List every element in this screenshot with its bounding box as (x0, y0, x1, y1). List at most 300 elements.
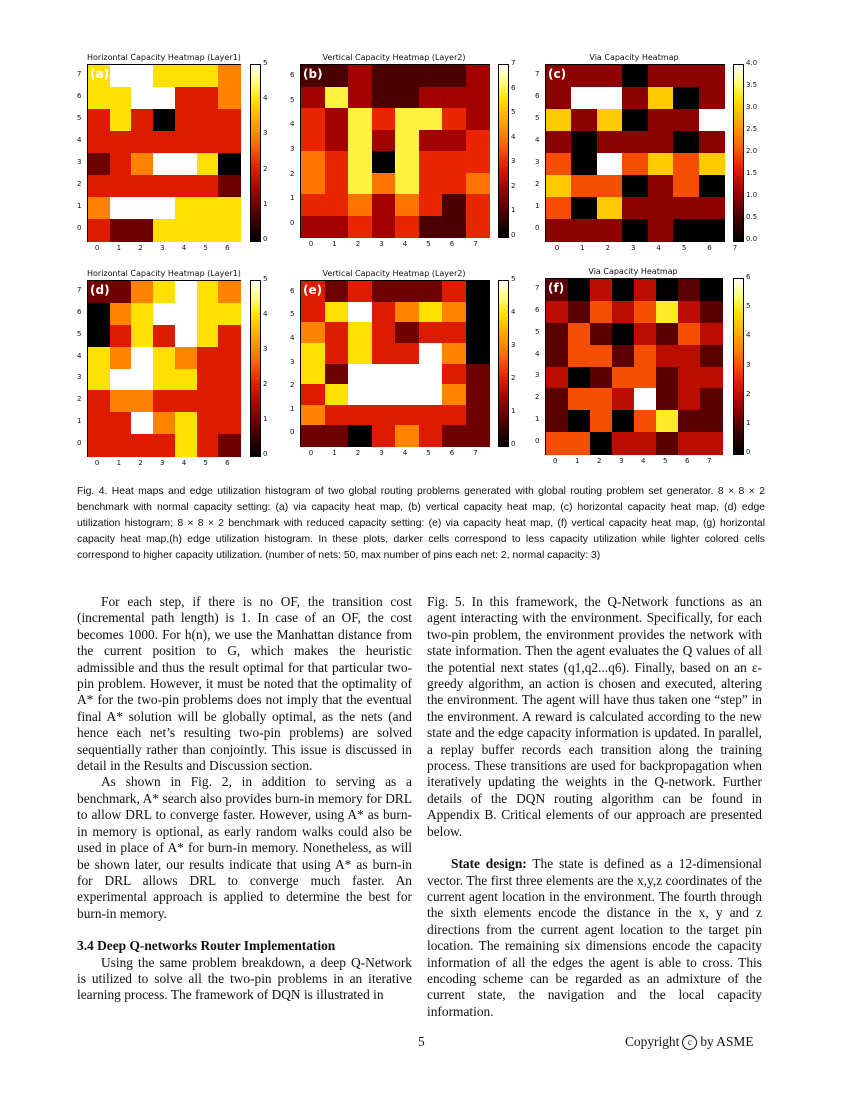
heatmap-cell (395, 364, 419, 385)
heatmap-cell (372, 87, 396, 109)
x-tick-label: 1 (116, 244, 122, 252)
heatmap-cell (88, 197, 110, 220)
heatmap-cell (218, 109, 240, 132)
panel-label: (a) (90, 67, 110, 81)
heatmap-cell (656, 279, 679, 301)
y-tick-label: 1 (290, 194, 295, 203)
heatmap-cell (466, 384, 490, 405)
colorbar-tick-label: 0.0 (746, 235, 758, 243)
y-tick-label: 5 (535, 114, 540, 122)
heatmap-cell (372, 173, 396, 195)
heatmap-cell (110, 369, 132, 391)
heatmap-cell (678, 410, 701, 432)
heatmap-cell (175, 281, 197, 303)
heatmap-cell (153, 219, 175, 242)
y-tick-label: 0 (535, 224, 540, 232)
heatmap-cell (622, 131, 648, 154)
heatmap-cell (612, 345, 635, 367)
heatmap-cell (442, 194, 466, 216)
heatmap-cell (546, 301, 569, 323)
heatmap-cell (131, 219, 153, 242)
heatmap-cell (568, 388, 591, 410)
heatmap-cell (218, 175, 240, 198)
heatmap-cell (218, 131, 240, 154)
colorbar-tick-label: 4 (746, 331, 751, 340)
x-tick-label: 4 (402, 449, 408, 457)
heatmap-cell (88, 87, 110, 110)
heatmap-cell (656, 345, 679, 367)
heatmap-cell (442, 364, 466, 385)
heatmap-cell (110, 281, 132, 303)
chart-title: Vertical Capacity Heatmap (Layer2) (322, 269, 466, 278)
colorbar-tick-label: 2 (511, 181, 516, 190)
colorbar-tick-label: 3 (511, 157, 516, 166)
y-tick-label: 2 (290, 381, 295, 390)
heatmap-cell (325, 130, 349, 152)
heatmap-plot (545, 64, 725, 242)
heatmap-cell (110, 197, 132, 220)
heatmap-cell (442, 216, 466, 238)
heatmap-cell (348, 108, 372, 130)
heatmap-cell (590, 388, 613, 410)
heatmap-cell (571, 219, 597, 242)
state-design-lead: State design: (451, 856, 527, 872)
heatmap-cell (131, 412, 153, 434)
heatmap-cell (348, 194, 372, 216)
heatmap-cell (218, 153, 240, 176)
y-tick-label: 2 (290, 169, 295, 178)
heatmap-plot (87, 64, 241, 242)
y-tick-label: 5 (535, 327, 540, 336)
heatmap-cell (419, 322, 443, 343)
copyright-text: Copyright (625, 1034, 680, 1049)
heatmap-cell (153, 303, 175, 325)
x-tick-label: 2 (597, 457, 602, 465)
heatmap-cell (590, 279, 613, 301)
heatmap-cell (88, 347, 110, 369)
heatmap-cell (153, 347, 175, 369)
paragraph: As shown in Fig. 2, in addition to serving as a benchmark, A* search also provides burn-in memory for DRL to allow DRL to converge faster. However, using A* as burn-in memory is optional, as early random walks could also be used in place of A* for burn-in memory. Nonetheless, as will be shown later, our results indicate that using A* as burn-in for DRL allows DRL to converge much faster. An experimental approach is applied to determine the best for burn-in memory. (77, 774, 412, 921)
heatmap-cell (131, 131, 153, 154)
heatmap-cell (395, 130, 419, 152)
heatmap-cell (612, 432, 635, 454)
y-tick-label: 0 (535, 437, 540, 446)
x-tick-label: 4 (656, 244, 661, 252)
heatmap-cell (325, 405, 349, 426)
heatmap-cell (197, 197, 219, 220)
heatmap-cell (325, 216, 349, 238)
heatmap-cell (197, 65, 219, 88)
heatmap-cell (88, 153, 110, 176)
colorbar-tick-label: 2.5 (746, 125, 758, 133)
heatmap-cell (571, 175, 597, 198)
colorbar-tick-label: 6 (746, 273, 751, 281)
y-tick-label: 5 (290, 95, 295, 104)
paragraph: Using the same problem breakdown, a deep Q-Network is utilized to solve all the two-pin problems in an iterative learning process. The framework of DQN is illustrated in (77, 954, 412, 1003)
heatmap-cell (656, 432, 679, 454)
heatmap-cell (348, 384, 372, 405)
heatmap-cell (678, 345, 701, 367)
x-tick-label: 2 (355, 449, 361, 457)
heatmap-cell (301, 108, 325, 130)
colorbar-tick-label: 4 (511, 308, 516, 316)
heatmap-cell (466, 65, 490, 87)
x-tick-label: 0 (553, 457, 558, 465)
heatmap-cell (622, 109, 648, 132)
heatmap-cell (88, 109, 110, 132)
heatmap-cell (656, 323, 679, 345)
y-tick-label: 4 (77, 351, 82, 360)
colorbar-tick-label: 2.0 (746, 147, 758, 155)
y-tick-label: 1 (77, 417, 82, 426)
x-tick-label: 2 (605, 244, 611, 252)
heatmap-cell (348, 405, 372, 426)
y-tick-label: 1 (290, 404, 295, 413)
colorbar-tick-label: 4 (263, 310, 268, 318)
heatmap-cell (131, 197, 153, 220)
heatmap-cell (88, 369, 110, 391)
heatmap-cell (175, 153, 197, 176)
heatmap-cell (110, 109, 132, 132)
colorbar-tick-label: 2 (746, 389, 751, 398)
heatmap-cell (153, 153, 175, 176)
heatmap-cell (699, 197, 725, 220)
heatmap-cell (153, 197, 175, 220)
heatmap-cell (648, 175, 674, 198)
x-tick-label: 3 (619, 457, 624, 465)
colorbar-tick-label: 3.0 (746, 103, 758, 111)
heatmap-cell (546, 131, 572, 154)
x-tick-label: 7 (732, 244, 738, 252)
heatmap-cell (634, 345, 657, 367)
x-tick-label: 6 (225, 459, 230, 467)
y-tick-label: 0 (290, 218, 295, 227)
heatmap-cell (466, 173, 490, 195)
heatmap-cell (348, 216, 372, 238)
heatmap-cell (131, 175, 153, 198)
y-tick-label: 3 (77, 158, 82, 166)
heatmap-cell (153, 434, 175, 456)
x-tick-label: 1 (580, 244, 585, 252)
heatmap-cell (442, 130, 466, 152)
colorbar-tick-label: 0 (263, 450, 268, 458)
colorbar-tick-label: 1.5 (746, 169, 758, 177)
heatmap-cell (700, 323, 723, 345)
heatmap-cell (110, 131, 132, 154)
heatmap-cell (571, 109, 597, 132)
heatmap-cell (197, 325, 219, 347)
copyright-owner: by ASME (700, 1034, 754, 1049)
colorbar-tick-label: 3 (746, 360, 751, 369)
heatmap-cell (197, 412, 219, 434)
x-tick-label: 7 (473, 240, 478, 248)
heatmap-cell (175, 131, 197, 154)
heatmap-cell (325, 322, 349, 343)
heatmap-cell (153, 390, 175, 412)
x-tick-label: 0 (554, 244, 560, 252)
heatmap-cell (348, 87, 372, 109)
heatmap-cell (699, 175, 725, 198)
heatmap-cell (568, 279, 591, 301)
heatmap-cell (197, 153, 219, 176)
heatmap-cell (301, 302, 325, 323)
heatmap-cell (153, 369, 175, 391)
colorbar (250, 64, 261, 242)
heatmap-cell (131, 303, 153, 325)
heatmap-cell (612, 323, 635, 345)
heatmap-cell (442, 173, 466, 195)
heatmap-cell (673, 131, 699, 154)
heatmap-cell (153, 109, 175, 132)
heatmap-cell (88, 303, 110, 325)
heatmap-cell (546, 175, 572, 198)
heatmap-cell (348, 281, 372, 302)
x-tick-label: 4 (181, 244, 187, 252)
colorbar (733, 278, 744, 455)
heatmap-cell (466, 130, 490, 152)
heatmap-cell (131, 369, 153, 391)
heatmap-cell (597, 175, 623, 198)
heatmap-cell (88, 131, 110, 154)
heatmap-cell (590, 410, 613, 432)
heatmap-cell (218, 369, 240, 391)
heatmap-cell (395, 343, 419, 364)
heatmap-cell (678, 279, 701, 301)
heatmap-cell (301, 364, 325, 385)
colorbar-tick-label: 0 (746, 448, 751, 456)
colorbar-tick-label: 0.5 (746, 213, 758, 221)
heatmap-cell (699, 65, 725, 88)
heatmap-cell (700, 301, 723, 323)
heatmap-cell (419, 108, 443, 130)
heatmap-cell (372, 322, 396, 343)
heatmap-cell (110, 347, 132, 369)
heatmap-cell (442, 108, 466, 130)
heatmap-cell (612, 410, 635, 432)
heatmap-cell (175, 412, 197, 434)
heatmap-cell (372, 281, 396, 302)
heatmap-cell (395, 425, 419, 446)
panel-label: (d) (90, 283, 110, 297)
heatmap-cell (395, 108, 419, 130)
heatmap-cell (372, 108, 396, 130)
heatmap-cell (648, 87, 674, 110)
heatmap-cell (131, 109, 153, 132)
copyright-symbol: c (682, 1035, 697, 1050)
heatmap-cell (348, 343, 372, 364)
heatmap-cell (88, 434, 110, 456)
heatmap-cell (673, 219, 699, 242)
heatmap-cell (590, 301, 613, 323)
panel-label: (b) (303, 67, 323, 81)
heatmap-cell (442, 343, 466, 364)
heatmap-cell (301, 343, 325, 364)
x-tick-label: 5 (681, 244, 687, 252)
heatmap-cell (700, 367, 723, 389)
x-tick-label: 6 (685, 457, 690, 465)
heatmap-cell (197, 347, 219, 369)
heatmap-cell (197, 131, 219, 154)
heatmap-cell (442, 87, 466, 109)
y-tick-label: 4 (77, 136, 82, 144)
heatmap-cell (175, 303, 197, 325)
y-tick-label: 2 (535, 393, 540, 402)
heatmap-cell (218, 390, 240, 412)
x-tick-label: 3 (379, 240, 384, 248)
heatmap-cell (634, 432, 657, 454)
x-tick-label: 3 (160, 459, 165, 467)
heatmap-cell (466, 151, 490, 173)
heatmap-cell (590, 432, 613, 454)
heatmap-cell (622, 65, 648, 88)
heatmap-cell (571, 87, 597, 110)
heatmap-cell (597, 65, 623, 88)
heatmap-cell (110, 303, 132, 325)
heatmap-cell (546, 432, 569, 454)
heatmap-cell (395, 194, 419, 216)
x-tick-label: 0 (308, 449, 314, 457)
colorbar-tick-label: 5 (746, 302, 751, 311)
heatmap-cell (395, 87, 419, 109)
heatmap-cell (301, 322, 325, 343)
heatmap-cell (153, 175, 175, 198)
heatmap-cell (348, 425, 372, 446)
heatmap-cell (466, 108, 490, 130)
heatmap-cell (395, 65, 419, 87)
heatmap-cell (656, 367, 679, 389)
heatmap-cell (634, 323, 657, 345)
heatmap-cell (372, 65, 396, 87)
y-tick-label: 6 (535, 305, 540, 314)
heatmap-cell (571, 65, 597, 88)
heatmap-cell (197, 109, 219, 132)
heatmap-cell (395, 302, 419, 323)
heatmap-cell (546, 388, 569, 410)
heatmap-cell (673, 197, 699, 220)
heatmap-cell (546, 87, 572, 110)
heatmap-cell (419, 405, 443, 426)
y-tick-label: 3 (535, 158, 540, 166)
heatmap-cell (546, 109, 572, 132)
heatmap-cell (699, 131, 725, 154)
x-tick-label: 6 (449, 449, 455, 457)
heatmap-cell (419, 343, 443, 364)
x-tick-label: 4 (181, 459, 187, 467)
heatmap-cell (348, 364, 372, 385)
heatmap-cell (466, 302, 490, 323)
heatmap-cell (678, 388, 701, 410)
heatmap-cell (88, 390, 110, 412)
heatmap-cell (568, 432, 591, 454)
heatmap-cell (648, 109, 674, 132)
heatmap-plot (300, 280, 490, 447)
heatmap-cell (612, 388, 635, 410)
heatmap-cell (153, 65, 175, 88)
x-tick-label: 1 (332, 240, 337, 248)
heatmap-cell (110, 325, 132, 347)
heatmap-cell (131, 434, 153, 456)
heatmap-cell (442, 425, 466, 446)
heatmap-cell (571, 153, 597, 176)
heatmap-cell (656, 410, 679, 432)
y-tick-label: 0 (77, 224, 82, 232)
heatmap-cell (648, 153, 674, 176)
heatmap-cell (699, 153, 725, 176)
right-column (427, 594, 762, 1020)
heatmap-cell (131, 153, 153, 176)
heatmap-cell (325, 302, 349, 323)
left-column (77, 594, 412, 1004)
heatmap-cell (197, 175, 219, 198)
x-tick-label: 2 (138, 459, 143, 467)
heatmap-cell (678, 301, 701, 323)
colorbar-tick-label: 4.0 (746, 59, 758, 67)
colorbar-tick-label: 0 (511, 231, 516, 239)
x-tick-label: 4 (402, 240, 408, 248)
heatmap-cell (656, 301, 679, 323)
colorbar (498, 64, 509, 238)
x-tick-label: 5 (426, 449, 431, 457)
heatmap-plot (545, 278, 723, 455)
colorbar (250, 280, 261, 457)
colorbar-tick-label: 1 (263, 415, 268, 423)
heatmap-cell (131, 87, 153, 110)
heatmap-cell (301, 173, 325, 195)
heatmap-cell (699, 219, 725, 242)
heatmap-cell (648, 219, 674, 242)
y-tick-label: 6 (290, 71, 295, 80)
heatmap-cell (597, 197, 623, 220)
x-tick-label: 2 (355, 240, 361, 248)
colorbar-tick-label: 3 (263, 345, 268, 353)
heatmap-plot (87, 280, 241, 457)
x-tick-label: 0 (94, 244, 100, 252)
heatmap-cell (634, 410, 657, 432)
heatmap-cell (110, 87, 132, 110)
heatmap-cell (218, 87, 240, 110)
x-tick-label: 0 (308, 240, 314, 248)
heatmap-cell (419, 65, 443, 87)
y-tick-label: 7 (535, 283, 540, 292)
heatmap-cell (110, 65, 132, 88)
x-tick-label: 4 (641, 457, 646, 465)
heatmap-cell (153, 281, 175, 303)
heatmap-cell (175, 109, 197, 132)
heatmap-cell (673, 109, 699, 132)
heatmap-cell (197, 390, 219, 412)
heatmap-cell (546, 323, 569, 345)
y-tick-label: 7 (535, 70, 540, 78)
heatmap-cell (218, 197, 240, 220)
heatmap-cell (372, 425, 396, 446)
y-tick-label: 2 (77, 395, 82, 404)
colorbar-tick-label: 4 (263, 94, 268, 103)
heatmap-cell (699, 109, 725, 132)
heatmap-cell (612, 279, 635, 301)
heatmap-cell (218, 325, 240, 347)
heatmap-cell (466, 87, 490, 109)
heatmap-cell (466, 364, 490, 385)
heatmap-cell (597, 87, 623, 110)
chart-title: Via Capacity Heatmap (588, 267, 678, 276)
heatmap-cell (110, 390, 132, 412)
y-tick-label: 4 (535, 349, 540, 358)
colorbar-tick-label: 1 (263, 199, 268, 208)
heatmap-cell (395, 173, 419, 195)
heatmap-cell (88, 219, 110, 242)
heatmap-cell (634, 367, 657, 389)
heatmap-cell (678, 323, 701, 345)
